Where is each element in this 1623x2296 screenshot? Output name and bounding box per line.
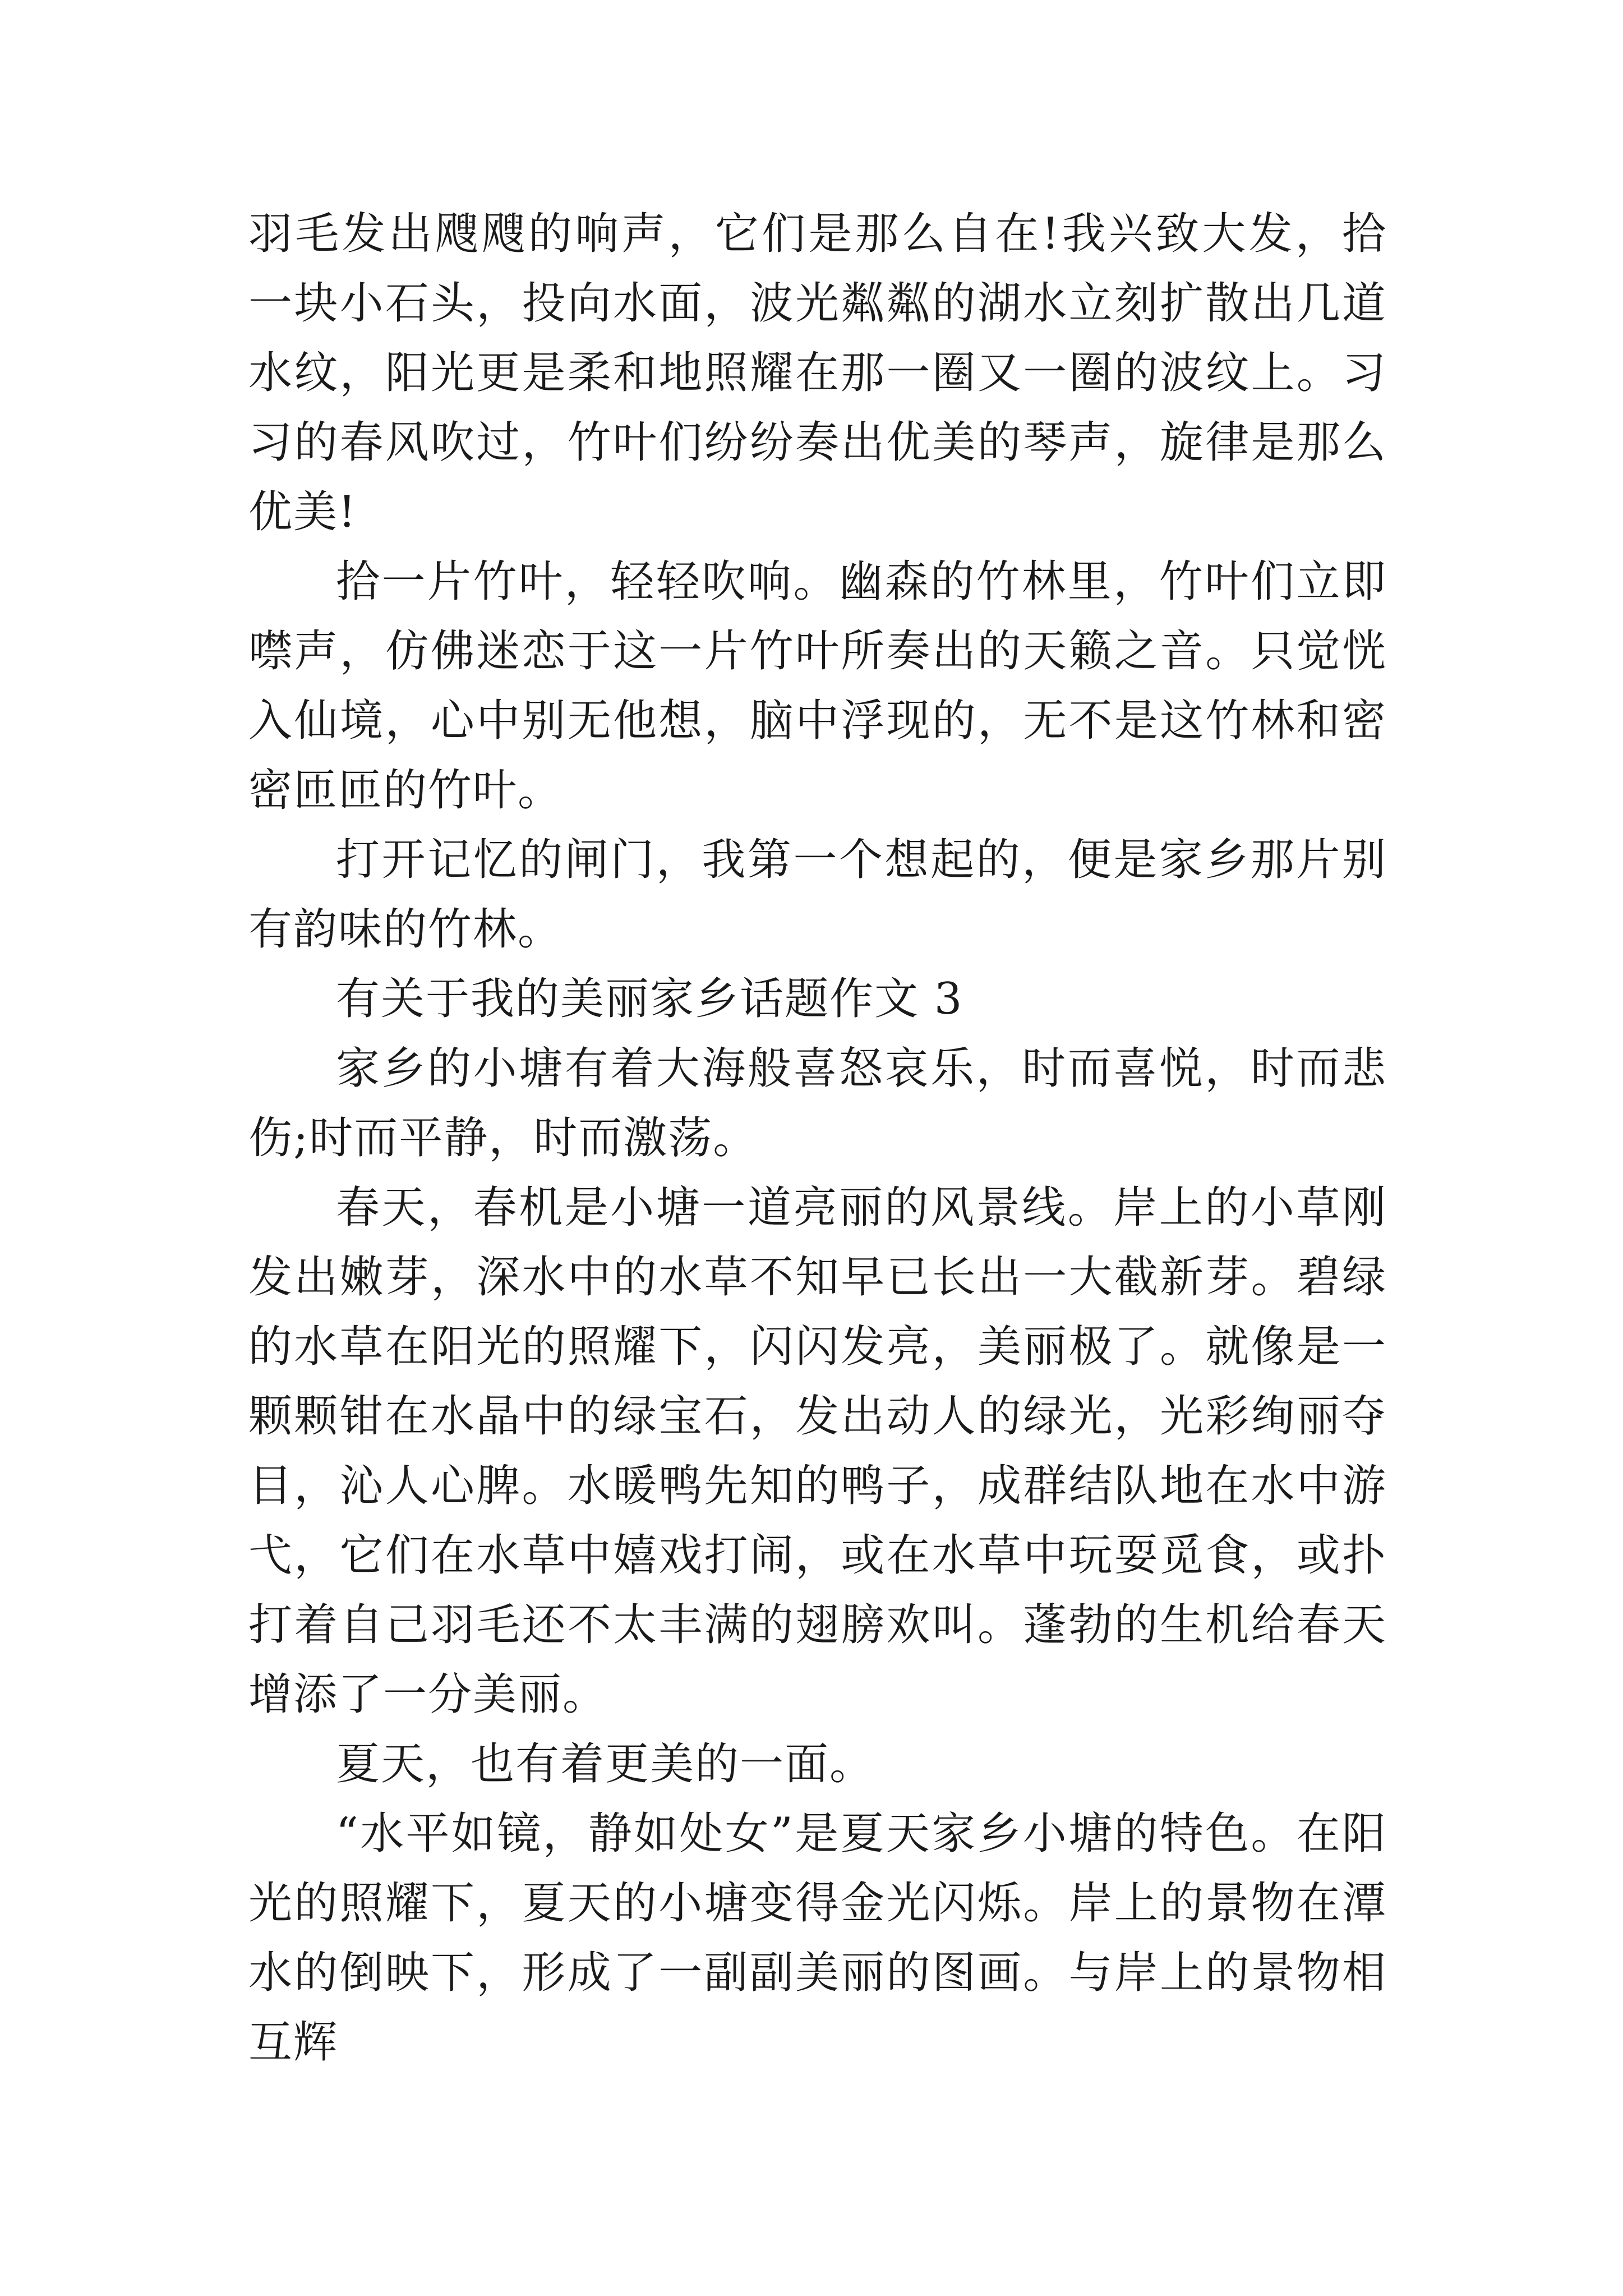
paragraph-2: 拾一片竹叶，轻轻吹响。幽森的竹林里，竹叶们立即噤声，仿佛迷恋于这一片竹叶所奏出的天籁之音。只觉恍入仙境，心中别无他想，脑中浮现的，无不是这竹林和密密匝匝的竹叶。 <box>248 556 1387 816</box>
paragraph-8: “水平如镜，静如处女”是夏天家乡小塘的特色。在阳光的照耀下，夏天的小塘变得金光闪烁。岸上的景物在潭水的倒映下，形成了一副副美丽的图画。与岸上的景物相互辉 <box>248 1809 1387 2068</box>
paragraph-6: 春天，春机是小塘一道亮丽的风景线。岸上的小草刚发出嫩芽，深水中的水草不知早已长出一大截新芽。碧绿的水草在阳光的照耀下，闪闪发亮，美丽极了。就像是一颗颗钳在水晶中的绿宝石，发出动人的绿光，光彩绚丽夺目，沁人心脾。水暖鸭先知的鸭子，成群结队地在水中游弋，它们在水草中嬉戏打闹，或在水草中玩耍觅食，或扑打着自己羽毛还不太丰满的翅膀欢叫。蓬勃的生机给春天增添了一分美丽。 <box>248 1182 1387 1720</box>
paragraph-1: 羽毛发出飕飕的响声，它们是那么自在!我兴致大发，拾一块小石头，投向水面，波光粼粼的湖水立刻扩散出几道水纹，阳光更是柔和地照耀在那一圈又一圈的波纹上。习习的春风吹过，竹叶们纷纷奏出优美的琴声，旋律是那么优美! <box>248 209 1387 537</box>
section-heading: 有关于我的美丽家乡话题作文 3 <box>336 974 963 1024</box>
paragraph-3: 打开记忆的闸门，我第一个想起的，便是家乡那片别有韵味的竹林。 <box>248 835 1387 955</box>
paragraph-5: 家乡的小塘有着大海般喜怒哀乐，时而喜悦，时而悲伤;时而平静，时而激荡。 <box>248 1043 1387 1163</box>
paragraph-7: 夏天，也有着更美的一面。 <box>336 1739 875 1789</box>
document-body <box>248 199 1387 2077</box>
